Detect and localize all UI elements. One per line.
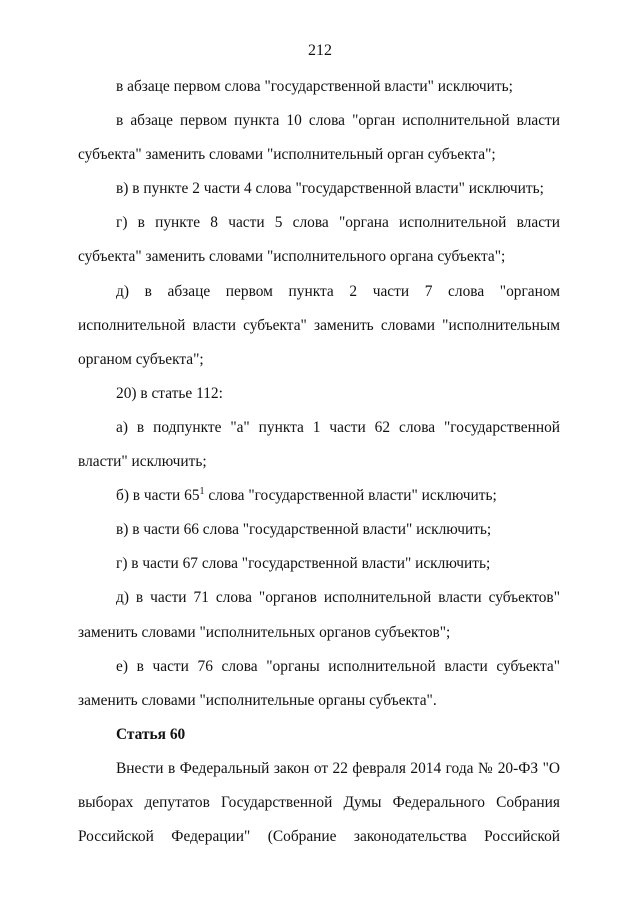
- document-body: [78, 70, 560, 854]
- paragraph-b-start: б) в части 65: [116, 487, 200, 505]
- article-heading: Статья 60: [116, 725, 186, 743]
- paragraph: в) в пункте 2 части 4 слова "государственной власти" исключить;: [116, 180, 544, 198]
- paragraph: Внести в Федеральный закон от 22 февраля 2014 года № 20-ФЗ "О выборах депутатов Государственной Думы Федерального Собрания Российской Федерации" (Собрание законодательства Российской: [78, 759, 560, 846]
- paragraph-b-end: слова "государственной власти" исключить;: [204, 487, 497, 505]
- paragraph: в абзаце первом пункта 10 слова "орган исполнительной власти субъекта" заменить словами "исполнительный орган субъекта";: [78, 112, 560, 164]
- paragraph: а) в подпункте "а" пункта 1 части 62 слова "государственной власти" исключить;: [78, 418, 560, 471]
- paragraph-b: [78, 479, 560, 513]
- page-number: 212: [308, 42, 332, 59]
- paragraph: г) в пункте 8 части 5 слова "органа исполнительной власти субъекта" заменить словами "исполнительного органа субъекта";: [78, 214, 560, 266]
- paragraph: в абзаце первом слова "государственной власти" исключить;: [116, 78, 513, 95]
- paragraph: д) в абзаце первом пункта 2 части 7 слова "органом исполнительной власти субъекта" заменить словами "исполнительным органом субъекта";: [78, 282, 560, 368]
- paragraph: г) в части 67 слова "государственной власти" исключить;: [116, 555, 491, 573]
- paragraph: 20) в статье 112:: [116, 384, 223, 402]
- superscript: 1: [199, 486, 205, 498]
- paragraph: е) в части 76 слова "органы исполнительной власти субъекта" заменить словами "исполнительные органы субъекта".: [78, 657, 560, 709]
- paragraph: в) в части 66 слова "государственной власти" исключить;: [116, 521, 492, 539]
- paragraph: д) в части 71 слова "органов исполнительной власти субъектов" заменить словами "исполнительных органов субъектов";: [78, 589, 560, 641]
